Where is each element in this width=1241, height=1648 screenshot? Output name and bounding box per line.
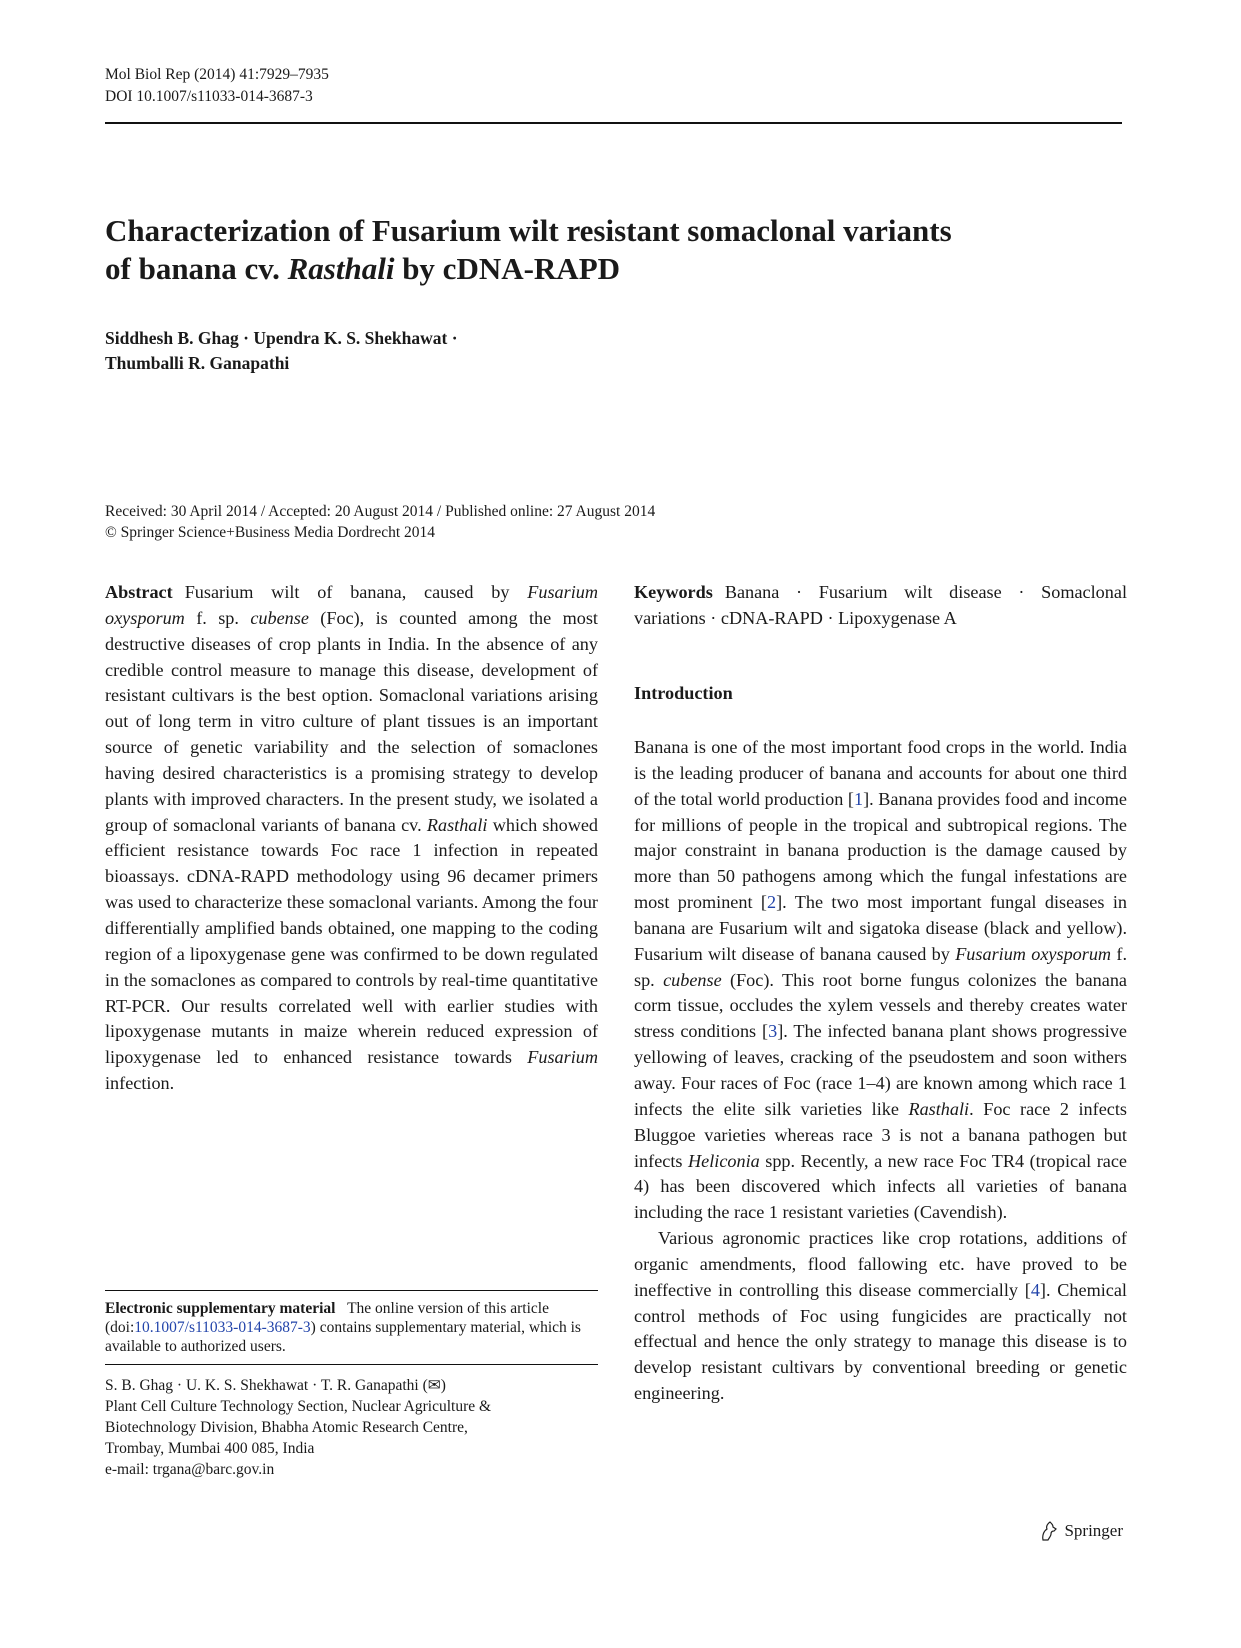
intro-italic: Heliconia (688, 1150, 760, 1171)
publisher-name: Springer (1064, 1521, 1123, 1540)
intro-text: ]. The two most important fungal diseases in banana are Fusarium wilt and sigatoka disease (black and yellow). Fusarium wilt disease of banana caused by (634, 892, 1127, 964)
intro-text: spp. Recently, a new race Foc TR4 (tropical race 4) has been discovered which infects all varieties of banana including the race 1 resistant varieties (Cavendish). (634, 1150, 1127, 1223)
abstract (105, 580, 598, 1097)
author-3: Thumballi R. Ganapathi (105, 353, 290, 373)
intro-italic: Fusarium oxysporum (955, 943, 1112, 964)
intro-text: f. sp. (634, 943, 1128, 990)
author-list (105, 326, 805, 376)
abstract-italic: Fusarium (527, 1047, 598, 1068)
citation-link[interactable]: 1 (854, 788, 864, 809)
footnote-divider (105, 1364, 598, 1365)
supplementary-note (105, 1299, 598, 1356)
intro-text: ]. Banana provides food and income for millions of people in the tropical and subtropical regions. The major constraint in banana production is the damage caused by more than 50 pathogens among which the fungal infestations are most prominent [ (634, 788, 1128, 913)
author-2: Upendra K. S. Shekhawat (253, 328, 448, 348)
author-separator: · (238, 328, 254, 348)
intro-text: ]. The infected banana plant shows progressive yellowing of leaves, cracking of the pseudostem and soon withers away. Four races of Foc (race 1–4) are known among which race 1 infects the elite silk varieties like (634, 1021, 1127, 1119)
citation-link[interactable]: 2 (766, 892, 777, 913)
esm-label: Electronic supplementary material (105, 1300, 336, 1317)
contact-email[interactable]: e-mail: trgana@barc.gov.in (105, 1461, 275, 1478)
intro-text: . Foc race 2 infects Bluggoe varieties whereas race 3 is not a banana pathogen but infects (634, 1098, 1127, 1171)
esm-doi-link[interactable]: 10.1007/s11033-014-3687-3 (134, 1319, 311, 1336)
paper-title (105, 212, 1105, 288)
abstract-text: f. sp. (184, 607, 251, 628)
abstract-label: Abstract (105, 582, 173, 602)
abstract-italic: Fusarium oxysporum (105, 582, 598, 628)
publisher-logo (1039, 1520, 1123, 1542)
abstract-text: infection. (105, 1073, 175, 1094)
footnote-divider (105, 1290, 598, 1291)
springer-horse-icon (1039, 1520, 1059, 1542)
author-affiliation (105, 1375, 598, 1480)
esm-text: ) contains supplementary material, which is available to authorized users. (105, 1319, 581, 1355)
introduction-body (634, 735, 1127, 1407)
intro-text: Various agronomic practices like crop rotations, additions of organic amendments, flood fallowing etc. have proved to be ineffective in controlling this disease commercially [ (634, 1228, 1127, 1300)
envelope-icon: ✉ (427, 1377, 441, 1394)
title-line-1: Characterization of Fusarium wilt resistant somaclonal variants (105, 213, 952, 248)
intro-italic: Rasthali (908, 1098, 970, 1119)
keywords-label: Keywords (634, 582, 713, 602)
affil-line: Trombay, Mumbai 400 085, India (105, 1440, 315, 1457)
intro-paragraph-1 (634, 735, 1127, 1226)
abstract-italic: Rasthali (426, 814, 488, 835)
abstract-text: Fusarium wilt of banana, caused by (184, 582, 528, 602)
affil-authors: ) (440, 1377, 446, 1394)
section-heading-introduction: Introduction (634, 683, 733, 703)
intro-paragraph-2 (634, 1226, 1127, 1407)
intro-text: (Foc). This root borne fungus colonizes the banana corm tissue, occludes the xylem vessels and thereby creates water stress conditions [ (634, 969, 1127, 1042)
publication-dates (105, 501, 1005, 543)
citation-link[interactable]: 3 (768, 1021, 778, 1042)
copyright-line: © Springer Science+Business Media Dordrecht 2014 (105, 524, 436, 541)
intro-text: ]. Chemical control methods of Foc using fungicides are practically not effectual and hence the only strategy to manage this disease is to develop resistant cultivars by conventional breeding or genetic engineering. (634, 1279, 1127, 1404)
title-cultivar: Rasthali (287, 251, 395, 286)
esm-text: The online version of this article (doi: (105, 1300, 549, 1336)
abstract-text: (Foc), is counted among the most destructive diseases of crop plants in India. In the absence of any credible control measure to manage this disease, development of resistant cultivars is the best option. Somaclonal variations arising out of long term in vitro culture of plant tissues is an important source of genetic variability and the selection of somaclones having desired characteristics is a promising strategy to develop plants with improved characters. In the present study, we isolated a group of somaclonal variants of banana cv. (105, 607, 598, 835)
keywords (634, 580, 1127, 632)
keywords-text: Banana · Fusarium wilt disease · Somaclonal variations · cDNA-RAPD · Lipoxygenase A (634, 582, 1127, 628)
author-separator: · (447, 328, 458, 348)
author-1: Siddhesh B. Ghag (105, 328, 239, 348)
title-line-2: of banana cv. (105, 251, 288, 286)
journal-citation: Mol Biol Rep (2014) 41:7929–7935 (105, 66, 329, 83)
affil-line: Biotechnology Division, Bhabha Atomic Research Centre, (105, 1419, 468, 1436)
history-dates: Received: 30 April 2014 / Accepted: 20 August 2014 / Published online: 27 August 2014 (105, 503, 656, 520)
affil-line: Plant Cell Culture Technology Section, Nuclear Agriculture & (105, 1398, 492, 1415)
intro-text: Banana is one of the most important food crops in the world. India is the leading producer of banana and accounts for about one third of the total world production [ (634, 737, 1127, 809)
intro-italic: cubense (663, 969, 722, 990)
abstract-italic: cubense (250, 607, 309, 628)
abstract-text: which showed efficient resistance towards Foc race 1 infection in repeated bioassays. cDNA-RAPD methodology using 96 decamer primers was used to characterize these somaclonal variants. Among the four differentially amplified bands obtained, one mapping to the coding region of a lipoxygenase gene was confirmed to be down regulated in the somaclones as compared to controls by real-time quantitative RT-PCR. Our results correlated well with earlier studies with lipoxygenase mutants in maize wherein reduced expression of lipoxygenase led to enhanced resistance towards (105, 814, 598, 1068)
affil-authors: S. B. Ghag · U. K. S. Shekhawat · T. R. Ganapathi ( (105, 1377, 428, 1394)
citation-link[interactable]: 4 (1030, 1279, 1040, 1300)
header-divider (105, 122, 1122, 124)
title-method: by cDNA-RAPD (394, 251, 621, 286)
doi-line: DOI 10.1007/s11033-014-3687-3 (105, 88, 313, 105)
